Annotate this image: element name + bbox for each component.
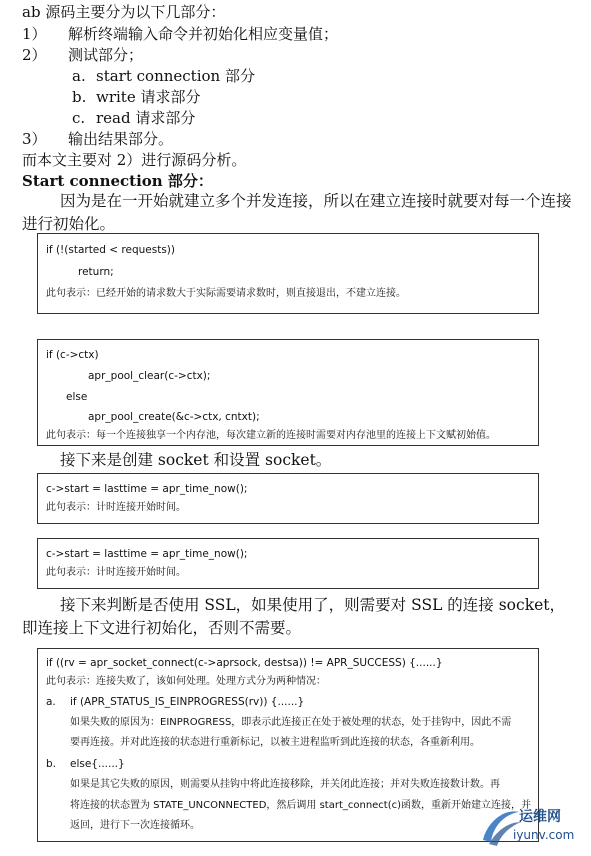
code-line: c->start = lasttime = apr_time_now(); bbox=[46, 548, 248, 560]
item-number: 3） bbox=[22, 130, 47, 148]
subitem-letter: b. bbox=[72, 88, 87, 106]
code-line: if (c->ctx) bbox=[46, 349, 99, 361]
case-b-desc: 返回，进行下一次连接循环。 bbox=[70, 820, 200, 831]
intro-item-2 bbox=[22, 45, 143, 65]
section-title: Start connection 部分： bbox=[22, 172, 213, 190]
item-text: 测试部分； bbox=[68, 46, 144, 64]
focus-sentence: 而本文主要对 2）进行源码分析。 bbox=[22, 151, 247, 169]
intro-item-3 bbox=[22, 129, 173, 149]
case-a-desc: 要再连接。并对此连接的状态进行重新标记，以被主进程监听到此连接的状态，各重新利用。 bbox=[70, 737, 480, 748]
subitem-a bbox=[72, 66, 255, 86]
paragraph-3: 接下来判断是否使用 SSL，如果使用了，则需要对 SSL 的连接 socket，即连接上下文进行初始化，否则不需要。 bbox=[22, 596, 565, 637]
case-a-desc: 如果失败的原因为：EINPROGRESS，即表示此连接正在处于被处理的状态，处于挂钩中，因此不需 bbox=[70, 717, 512, 728]
code-box-4 bbox=[37, 538, 539, 589]
case-a-code: if (APR_STATUS_IS_EINPROGRESS(rv)) {......} bbox=[70, 696, 305, 708]
swoosh-icon bbox=[475, 800, 525, 850]
paragraph-2: 接下来是创建 socket 和设置 socket。 bbox=[60, 451, 332, 469]
watermark-text-cn: 运维网 bbox=[519, 809, 561, 825]
case-a-label: a. bbox=[46, 696, 56, 708]
code-box-1 bbox=[37, 233, 539, 314]
code-box-3 bbox=[37, 473, 539, 524]
item-text: 解析终端输入命令并初始化相应变量值； bbox=[68, 25, 339, 43]
subitem-c bbox=[72, 108, 195, 128]
case-b-label: b. bbox=[46, 758, 57, 770]
subitem-text: start connection 部分 bbox=[96, 67, 255, 85]
intro-item-1 bbox=[22, 24, 338, 44]
code-line: if (!(started < requests)) bbox=[46, 244, 175, 256]
code-line: if ((rv = apr_socket_connect(c->aprsock, destsa)) != APR_SUCCESS) {......} bbox=[46, 657, 443, 669]
code-line: apr_pool_create(&c->ctx, cntxt); bbox=[88, 411, 260, 423]
box-note: 此句表示：已经开始的请求数大于实际需要请求数时，则直接退出，不建立连接。 bbox=[46, 288, 406, 299]
box-note: 此句表示：连接失败了，该如何处理。处理方式分为两种情况： bbox=[46, 676, 326, 687]
item-text: 输出结果部分。 bbox=[68, 130, 174, 148]
item-number: 2） bbox=[22, 46, 47, 64]
subitem-letter: c. bbox=[72, 109, 86, 127]
code-line: return; bbox=[78, 266, 114, 278]
subitem-text: write 请求部分 bbox=[96, 88, 201, 106]
case-b-desc: 如果是其它失败的原因，则需要从挂钩中将此连接移除，并关闭此连接；并对失败连接数计数。再 bbox=[70, 779, 500, 790]
watermark-text-en: iyunv.com bbox=[513, 828, 575, 842]
code-line: apr_pool_clear(c->ctx); bbox=[88, 370, 211, 382]
subitem-letter: a. bbox=[72, 67, 86, 85]
box-note: 此句表示：计时连接开始时间。 bbox=[46, 567, 186, 578]
box-note: 此句表示：计时连接开始时间。 bbox=[46, 502, 186, 513]
subitem-b bbox=[72, 87, 200, 107]
code-box-2 bbox=[37, 339, 539, 446]
code-line: else bbox=[66, 391, 88, 403]
paragraph-1: 因为是在一开始就建立多个并发连接，所以在建立连接时就要对每一个连接进行初始化。 bbox=[22, 192, 572, 233]
code-box-5 bbox=[37, 648, 539, 842]
item-number: 1） bbox=[22, 25, 47, 43]
subitem-text: read 请求部分 bbox=[96, 109, 196, 127]
case-b-code: else{......} bbox=[70, 758, 125, 770]
intro-heading: ab 源码主要分为以下几部分： bbox=[22, 3, 226, 21]
box-note: 此句表示：每一个连接独享一个内存池，每次建立新的连接时需要对内存池里的连接上下文赋初始值。 bbox=[46, 430, 496, 441]
code-line: c->start = lasttime = apr_time_now(); bbox=[46, 483, 248, 495]
watermark-logo bbox=[475, 800, 585, 852]
case-b-desc: 将连接的状态置为 STATE_UNCONNECTED，然后调用 start_connect(c)函数，重新开始建立连接，并 bbox=[70, 800, 532, 811]
